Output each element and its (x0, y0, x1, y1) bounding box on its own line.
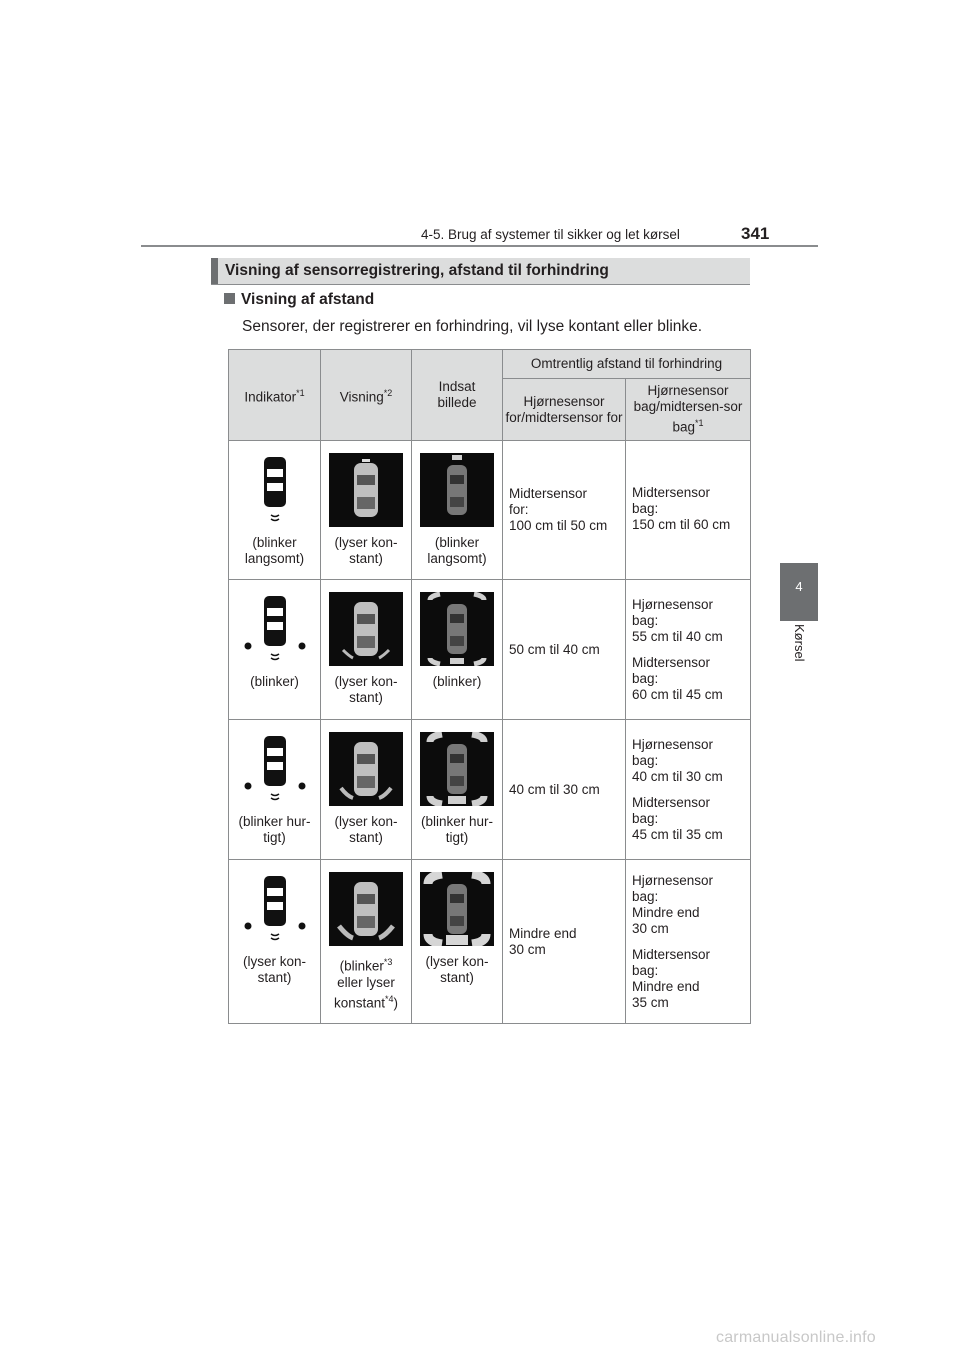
car-indicator-icon (235, 592, 315, 666)
inset-cell (412, 720, 503, 860)
watermark: carmanualsonline.info (716, 1329, 876, 1346)
section-accent (211, 258, 218, 284)
distance-table (228, 349, 751, 1024)
indicator-cell (229, 441, 321, 580)
rear-distance-cell: Midtersensor bag: 150 cm til 60 cm (626, 441, 751, 580)
front-distance-cell: Midtersensor for: 100 cm til 50 cm (503, 441, 626, 580)
display-thumbnail (329, 592, 403, 666)
table-row (229, 720, 751, 860)
header-display: Visning$^{*2}$ (321, 350, 412, 441)
indicator-cell (229, 580, 321, 720)
table-row (229, 580, 751, 720)
inset-thumbnail (420, 453, 494, 527)
inset-caption: (blinker hur-tigt) (420, 814, 494, 845)
front-distance-cell: 50 cm til 40 cm (503, 580, 626, 720)
table-row (229, 441, 751, 580)
indicator-caption: (blinker hur-tigt) (238, 814, 311, 845)
table-row (229, 860, 751, 1024)
rear-distance-cell: Hjørnesensor bag: Mindre end 30 cm Midtersensor bag: Mindre end 35 cm (626, 860, 751, 1024)
display-cell (321, 580, 412, 720)
bullet-square-icon (224, 293, 235, 304)
inset-cell (412, 860, 503, 1024)
header-corner-rear: Hjørnesensor bag/midtersen-sor bag$^{*1}$ (626, 379, 751, 441)
subsection-title: Visning af afstand (241, 291, 375, 308)
front-distance-cell: 40 cm til 30 cm (503, 720, 626, 860)
header-inset: Indsat billede (412, 350, 503, 441)
header-divider (141, 245, 818, 247)
display-cell (321, 441, 412, 580)
indicator-caption: (lyser kon-stant) (242, 954, 306, 985)
display-cell (321, 720, 412, 860)
display-cell (321, 860, 412, 1024)
inset-thumbnail (420, 592, 494, 666)
indicator-cell (229, 860, 321, 1024)
rear-distance-cell: Hjørnesensor bag: 40 cm til 30 cm Midtersensor bag: 45 cm til 35 cm (626, 720, 751, 860)
display-thumbnail (329, 453, 403, 527)
header-section-title: 4-5. Brug af systemer til sikker og let kørsel (421, 227, 680, 242)
car-indicator-icon (235, 872, 315, 946)
display-caption: (lyser kon-stant) (334, 814, 398, 845)
display-thumbnail (329, 872, 403, 946)
section-heading-bar (211, 258, 750, 285)
chapter-tab[interactable]: 4 (780, 563, 818, 621)
header-indicator: Indikator$^{*1}$ (229, 350, 321, 441)
section-title: Visning af sensorregistrering, afstand til forhindring (225, 262, 609, 279)
indicator-caption: (blinker langsomt) (244, 535, 305, 566)
car-indicator-icon (235, 732, 315, 806)
header-distance-group: Omtrentlig afstand til forhindring (503, 350, 751, 379)
chapter-label: Kørsel (792, 624, 807, 662)
inset-caption: (blinker langsomt) (427, 535, 487, 566)
rear-distance-cell: Hjørnesensor bag: 55 cm til 40 cm Midtersensor bag: 60 cm til 45 cm (626, 580, 751, 720)
front-distance-cell: Mindre end 30 cm (503, 860, 626, 1024)
intro-paragraph: Sensorer, der registrerer en forhindring, vil lyse kontant eller blinke. (242, 318, 703, 335)
subsection-heading (224, 291, 374, 309)
page-number: 341 (741, 224, 770, 243)
inset-caption: (blinker) (432, 674, 482, 689)
display-caption: (lyser kon-stant) (334, 674, 398, 705)
inset-thumbnail (420, 732, 494, 806)
indicator-cell (229, 720, 321, 860)
inset-thumbnail (420, 872, 494, 946)
car-indicator-icon (235, 453, 315, 527)
indicator-caption: (blinker) (250, 674, 299, 689)
header-corner-front: Hjørnesensor for/midtersensor for (503, 379, 626, 441)
inset-cell (412, 441, 503, 580)
inset-cell (412, 580, 503, 720)
display-caption: (blinker$^{*3}$ eller lyser konstant$^{*4}$) (333, 957, 399, 1010)
display-thumbnail (329, 732, 403, 806)
inset-caption: (lyser kon-stant) (425, 954, 489, 985)
display-caption: (lyser kon-stant) (334, 535, 398, 566)
